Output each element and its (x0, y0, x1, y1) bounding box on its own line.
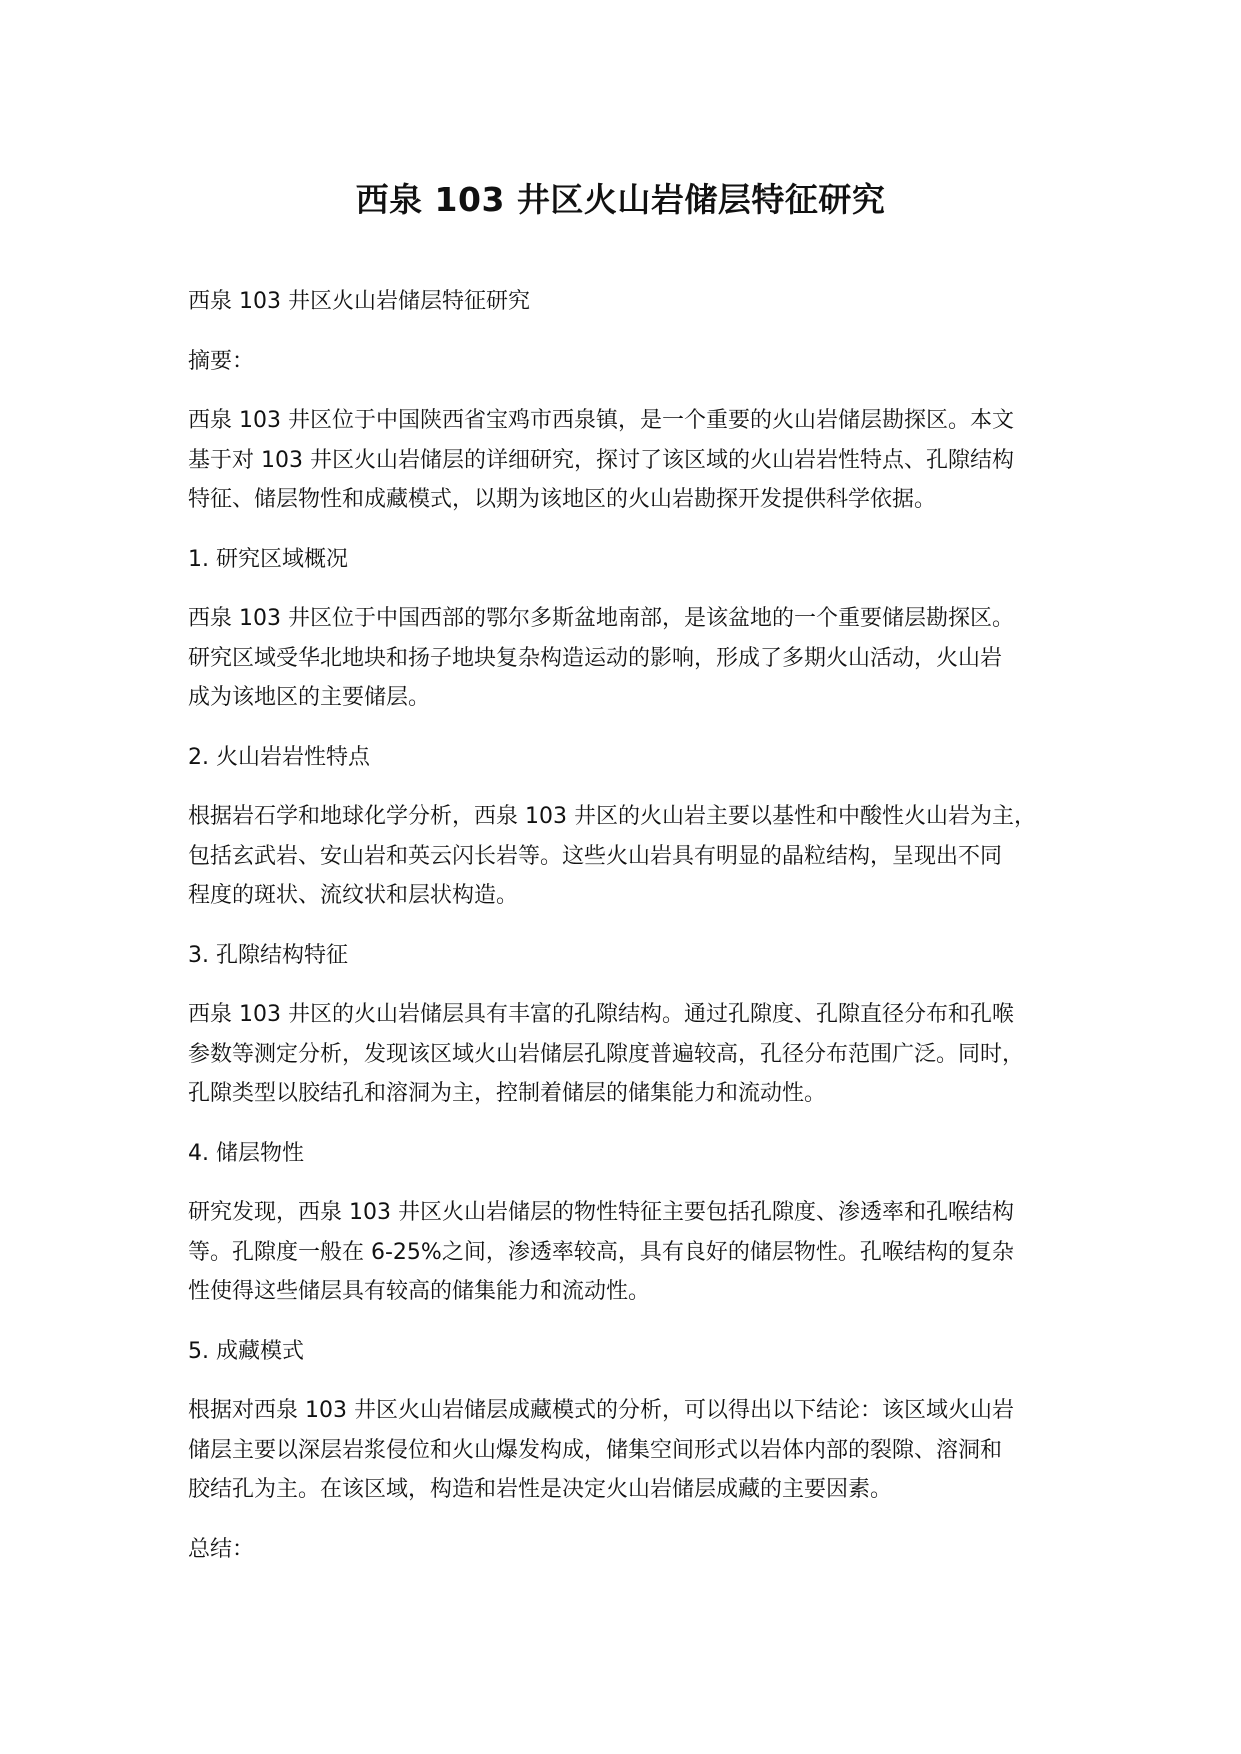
paragraph-line: 参数等测定分析，发现该区域火山岩储层孔隙度普遍较高，孔径分布范围广泛。同时， (188, 1041, 1025, 1067)
paragraph-line: 西泉 103 井区的火山岩储层具有丰富的孔隙结构。通过孔隙度、孔隙直径分布和孔喉 (188, 1002, 1014, 1027)
summary-label: 总结： (188, 1536, 255, 1562)
paragraph-line: 孔隙类型以胶结孔和溶洞为主，控制着储层的储集能力和流动性。 (188, 1081, 827, 1106)
section-paragraph-1 (188, 599, 1078, 718)
paragraph-line: 包括玄武岩、安山岩和英云闪长岩等。这些火山岩具有明显的晶粒结构，呈现出不同 (188, 843, 1003, 869)
paragraph-line: 储层主要以深层岩浆侵位和火山爆发构成，储集空间形式以岩体内部的裂隙、溶洞和 (188, 1437, 1003, 1463)
abstract-paragraph (188, 401, 1078, 520)
section-heading-4: 4. 储层物性 (188, 1140, 304, 1166)
paragraph-line: 西泉 103 井区位于中国西部的鄂尔多斯盆地南部，是该盆地的一个重要储层勘探区。 (188, 606, 1014, 631)
paragraph-line: 成为该地区的主要储层。 (188, 685, 431, 710)
section-heading-5: 5. 成藏模式 (188, 1338, 304, 1364)
abstract-line: 基于对 103 井区火山岩储层的详细研究，探讨了该区域的火山岩岩性特点、孔隙结构 (188, 447, 1014, 473)
paragraph-line: 性使得这些储层具有较高的储集能力和流动性。 (188, 1279, 651, 1304)
section-paragraph-3 (188, 995, 1078, 1114)
section-paragraph-2 (188, 797, 1078, 916)
paragraph-line: 根据岩石学和地球化学分析，西泉 103 井区的火山岩主要以基性和中酸性火山岩为主， (188, 804, 1036, 829)
paragraph-line: 根据对西泉 103 井区火山岩储层成藏模式的分析，可以得出以下结论：该区域火山岩 (188, 1398, 1014, 1423)
abstract-line: 西泉 103 井区位于中国陕西省宝鸡市西泉镇，是一个重要的火山岩储层勘探区。本文 (188, 408, 1014, 433)
document-body (188, 282, 1078, 1589)
section-heading-3: 3. 孔隙结构特征 (188, 942, 348, 968)
section-heading-2: 2. 火山岩岩性特点 (188, 744, 370, 770)
section-paragraph-5 (188, 1391, 1078, 1510)
section-paragraph-4 (188, 1193, 1078, 1312)
abstract-line: 特征、储层物性和成藏模式，以期为该地区的火山岩勘探开发提供科学依据。 (188, 487, 937, 512)
paragraph-line: 程度的斑状、流纹状和层状构造。 (188, 883, 519, 908)
section-heading-1: 1. 研究区域概况 (188, 546, 348, 572)
paragraph-line: 研究发现，西泉 103 井区火山岩储层的物性特征主要包括孔隙度、渗透率和孔喉结构 (188, 1200, 1014, 1225)
subtitle: 西泉 103 井区火山岩储层特征研究 (188, 289, 530, 314)
paragraph-line: 胶结孔为主。在该区域，构造和岩性是决定火山岩储层成藏的主要因素。 (188, 1477, 893, 1502)
document-title: 西泉 103 井区火山岩储层特征研究 (355, 180, 886, 219)
paragraph-line: 等。孔隙度一般在 6-25%之间，渗透率较高，具有良好的储层物性。孔喉结构的复杂 (188, 1239, 1014, 1265)
abstract-label: 摘要： (188, 348, 255, 374)
paragraph-line: 研究区域受华北地块和扬子地块复杂构造运动的影响，形成了多期火山活动，火山岩 (188, 645, 1003, 671)
